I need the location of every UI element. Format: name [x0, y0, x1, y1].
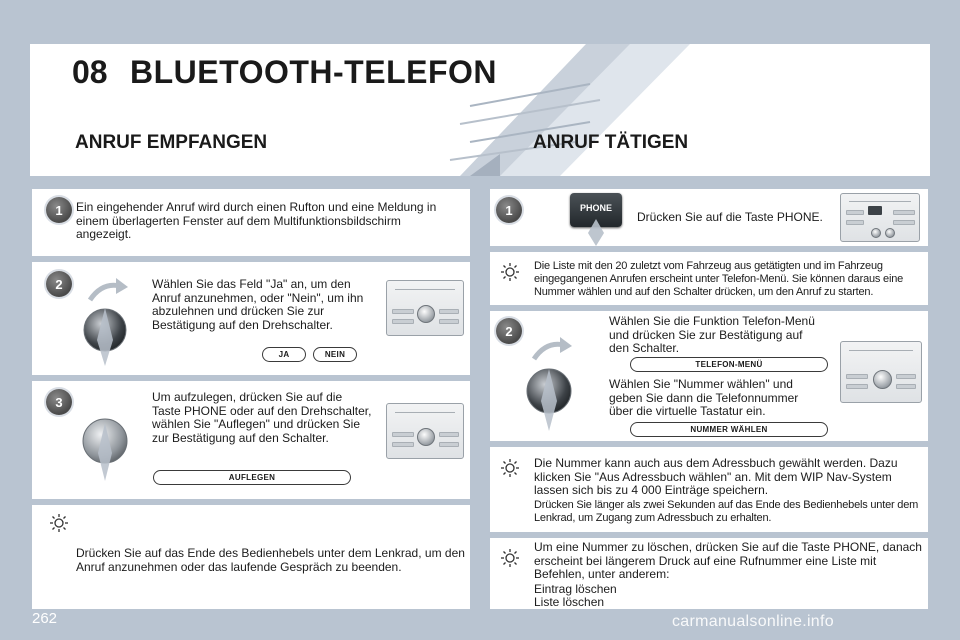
yes-option-button[interactable]: JA	[262, 347, 306, 362]
section-title-make-call: ANRUF TÄTIGEN	[533, 132, 689, 153]
press-arrow-icon	[582, 219, 610, 246]
right-tip3-item1: Eintrag löschen	[534, 582, 617, 596]
tip-bulb-icon	[500, 458, 520, 478]
rotary-knob-icon	[72, 278, 142, 368]
rotary-knob-icon	[516, 333, 586, 433]
rotary-knob-icon	[72, 409, 142, 489]
left-step1-text: Ein eingehender Anruf wird durch einen Rufton und eine Meldung in einem überlagerten Fenster auf dem Multifunktionsbildschirm angezeigt.	[76, 200, 437, 241]
left-step1-panel	[32, 189, 470, 256]
step-badge: 2	[46, 271, 72, 297]
left-tip-text: Drücken Sie auf das Ende des Bedienhebels unter dem Lenkrad, um den Anruf anzunehmen oder das laufende Gespräch zu beenden.	[76, 546, 465, 574]
right-step1-text: Drücken Sie auf die Taste PHONE.	[637, 210, 823, 224]
right-step2-text1: Wählen Sie die Funktion Telefon-Menü und drücken Sie zur Bestätigung auf den Schalter.	[609, 314, 815, 355]
right-step2-text2: Wählen Sie "Nummer wählen" und geben Sie dann die Telefonnummer über die virtuelle Tastatur ein.	[609, 377, 799, 418]
left-step2-panel	[32, 262, 470, 375]
phone-menu-button[interactable]: TELEFON-MENÜ	[630, 357, 828, 372]
right-tip1-text: Die Liste mit den 20 zuletzt vom Fahrzeug aus getätigten und im Fahrzeug eingegangenen Anrufen erscheint unter Telefon-Menü. Sie können daraus eine Nummer wählen und auf den Schalter drücken, um den Anruf zu starten.	[534, 260, 904, 298]
right-tip2-text-b: Drücken Sie länger als zwei Sekunden auf das Ende des Bedienhebels unter dem Lenkrad, um Zugang zum Adressbuch zu erhalten.	[534, 499, 919, 524]
radio-unit-illustration	[840, 193, 920, 242]
right-step2-panel	[490, 311, 928, 441]
left-step3-panel	[32, 381, 470, 499]
step-badge: 3	[46, 389, 72, 415]
hangup-option-button[interactable]: AUFLEGEN	[153, 470, 351, 485]
radio-unit-illustration	[386, 403, 464, 459]
right-tip2-text: Die Nummer kann auch aus dem Adressbuch gewählt werden. Dazu klicken Sie "Aus Adressbuch wählen" an. Mit dem WIP Nav-System lassen sich bis zu 4 000 Einträge speichern.	[534, 456, 898, 497]
right-tip3-item2: Liste löschen	[534, 595, 605, 609]
chapter-number: 08	[72, 54, 108, 90]
section-title-receive-call: ANRUF EMPFANGEN	[75, 132, 268, 153]
tip-bulb-icon	[49, 513, 69, 533]
page-number: 262	[32, 610, 58, 627]
right-tip2-panel	[490, 447, 928, 532]
left-step2-text: Wählen Sie das Feld "Ja" an, um den Anruf anzunehmen, oder "Nein", um ihn abzulehnen und drücken Sie zur Bestätigung auf den Drehschalter.	[152, 277, 364, 332]
chapter-title: BLUETOOTH-TELEFON	[130, 54, 497, 90]
step-badge: 2	[496, 318, 522, 344]
dial-number-button[interactable]: NUMMER WÄHLEN	[630, 422, 828, 437]
watermark: carmanualsonline.info	[672, 613, 834, 630]
right-step1-panel	[490, 189, 928, 246]
no-option-button[interactable]: NEIN	[313, 347, 357, 362]
left-step3-text: Um aufzulegen, drücken Sie auf die Taste PHONE oder auf den Drehschalter, wählen Sie "Auflegen" und drücken Sie zur Bestätigung auf den Schalter.	[152, 390, 372, 445]
header-corner	[30, 0, 70, 44]
left-tip-panel	[32, 505, 470, 609]
step-badge: 1	[46, 197, 72, 223]
tip-bulb-icon	[500, 262, 520, 282]
right-tip3-text: Um eine Nummer zu löschen, drücken Sie auf die Taste PHONE, danach erscheint bei längerem Druck auf eine Rufnummer eine Liste mit Befehlen, unter anderem:	[534, 540, 922, 581]
phone-key-label: PHONE	[579, 203, 612, 213]
right-tip1-panel	[490, 252, 928, 305]
right-tip3-panel	[490, 538, 928, 609]
radio-unit-illustration	[386, 280, 464, 336]
tip-bulb-icon	[500, 548, 520, 568]
radio-unit-illustration	[840, 341, 922, 403]
step-badge: 1	[496, 197, 522, 223]
